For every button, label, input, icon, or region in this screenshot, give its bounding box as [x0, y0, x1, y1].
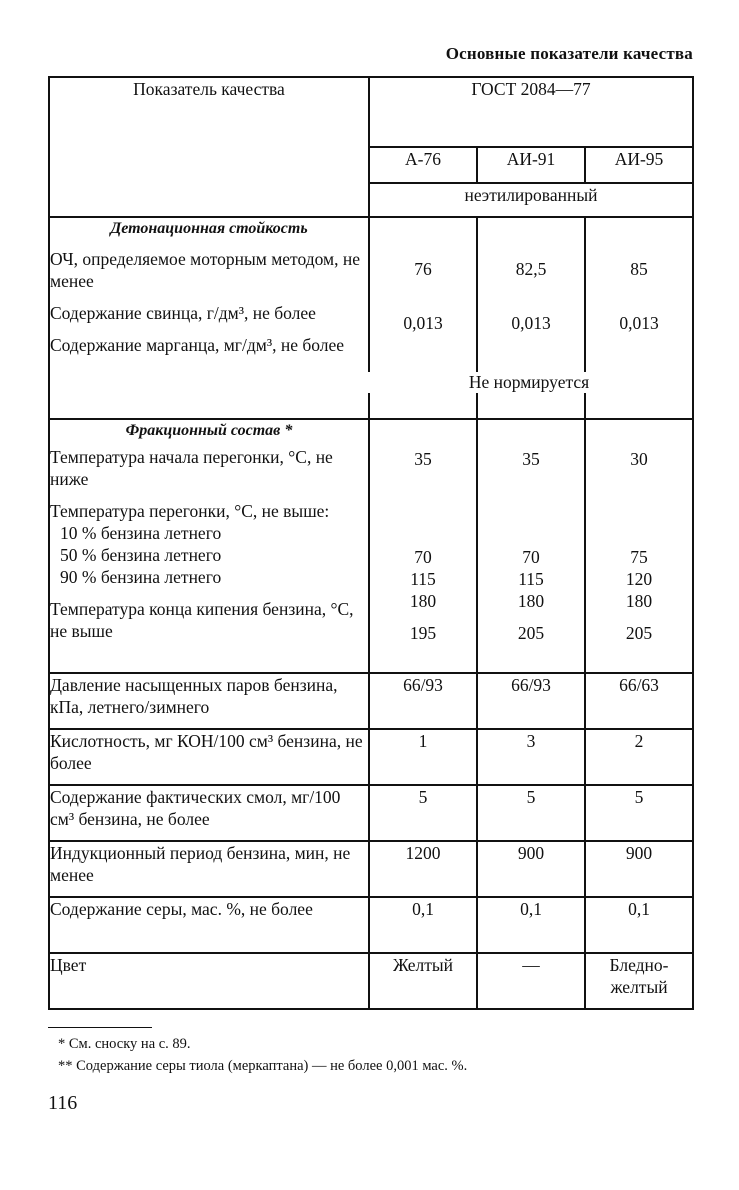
value: 70 [522, 547, 540, 567]
header-grade: АИ-95 [585, 147, 693, 183]
value: 35 [522, 449, 540, 469]
value: Желтый [369, 953, 477, 1009]
value: 1 [369, 729, 477, 785]
value: 30 [630, 449, 648, 469]
row-label: ОЧ, определяемое моторным методом, не менее [50, 249, 360, 291]
quality-table [48, 76, 694, 1010]
value: 180 [625, 591, 653, 611]
value: 900 [477, 841, 585, 897]
row-label: 10 % бензина летнего [60, 523, 222, 543]
value: 115 [410, 569, 436, 589]
value-cell [477, 419, 585, 673]
footnote: ** Содержание серы тиола (меркаптана) — не более 0,001 мас. %. [58, 1058, 468, 1074]
row-label: Содержание свинца, г/дм³, не более [50, 303, 316, 323]
value: 75 [630, 547, 648, 567]
manganese-not-normalized: Не нормируется [368, 372, 690, 393]
row-label: 90 % бензина летнего [60, 567, 222, 587]
value: 5 [477, 785, 585, 841]
value: 115 [518, 569, 544, 589]
page-number: 116 [48, 1092, 78, 1114]
value: 66/63 [585, 673, 693, 729]
value: 180 [517, 591, 545, 611]
value: 180 [409, 591, 437, 611]
value: 85 [630, 259, 648, 279]
row-label: 50 % бензина летнего [60, 545, 222, 565]
value: 0,013 [511, 313, 551, 333]
header-standard: ГОСТ 2084—77 [369, 77, 693, 147]
section-detonation [49, 217, 369, 419]
value: 0,1 [585, 897, 693, 953]
value: 5 [369, 785, 477, 841]
value: 3 [477, 729, 585, 785]
row-label: Содержание серы, мас. %, не более [49, 897, 369, 953]
value: 66/93 [369, 673, 477, 729]
row-label: Температура перегонки, °С, не выше: [50, 501, 330, 521]
value: 205 [517, 623, 545, 643]
value-cell [585, 419, 693, 673]
section-title: Фракционный состав * [125, 422, 293, 439]
value: 0,013 [619, 313, 659, 333]
value: 5 [585, 785, 693, 841]
row-label: Содержание марганца, мг/дм³, не более [50, 335, 345, 355]
value: 76 [414, 259, 432, 279]
value: 70 [414, 547, 432, 567]
header-type: неэтилированный [369, 183, 693, 217]
section-fraction [49, 419, 369, 673]
value: 120 [625, 569, 653, 589]
header-indicator: Показатель качества [49, 77, 369, 217]
row-label: Цвет [49, 953, 369, 1009]
row-label: Содержание фактических смол, мг/100 см³ бензина, не более [49, 785, 369, 841]
footnote-divider [48, 1027, 152, 1028]
row-label: Давление насыщенных паров бензина, кПа, летнего/зимнего [49, 673, 369, 729]
value-cell [369, 419, 477, 673]
value: 66/93 [477, 673, 585, 729]
value: 900 [585, 841, 693, 897]
value: 205 [625, 623, 653, 643]
value: 2 [585, 729, 693, 785]
value: — [477, 953, 585, 1009]
header-grade: А-76 [369, 147, 477, 183]
value: 35 [414, 449, 432, 469]
row-label: Кислотность, мг КОН/100 см³ бензина, не более [49, 729, 369, 785]
value: 0,1 [477, 897, 585, 953]
value: 0,013 [403, 313, 443, 333]
value: 1200 [369, 841, 477, 897]
footnote: * См. сноску на с. 89. [58, 1036, 191, 1052]
value: 195 [409, 623, 437, 643]
value: Бледно-желтый [585, 953, 693, 1009]
row-label: Температура конца кипения бензина, °С, не выше [50, 599, 354, 641]
section-title: Детонационная стойкость [110, 220, 308, 237]
header-grade: АИ-91 [477, 147, 585, 183]
value: 82,5 [515, 259, 547, 279]
value: 0,1 [369, 897, 477, 953]
row-label: Индукционный период бензина, мин, не менее [49, 841, 369, 897]
page-header: Основные показатели качества [445, 44, 693, 63]
row-label: Температура начала перегонки, °С, не ниже [50, 447, 333, 489]
